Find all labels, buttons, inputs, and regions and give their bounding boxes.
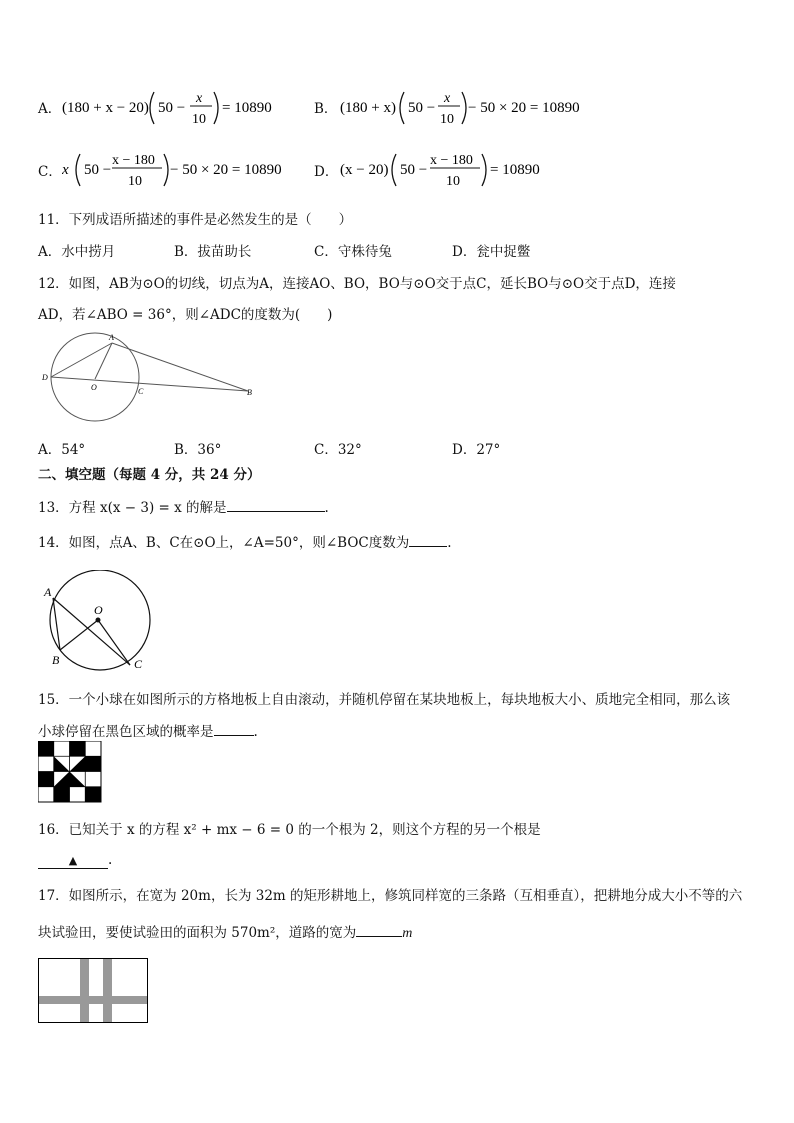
q12-stem-line1: 12．如图，AB为⊙O的切线，切点为A，连接AO、BO，BO与⊙O交于点C，延长BO与⊙O交于点D，连接	[38, 276, 676, 292]
q13-answer-blank[interactable]	[227, 497, 325, 512]
formula-denominator: 10	[192, 112, 206, 127]
q10-option-c-expression	[62, 148, 302, 196]
q12-label-b: B	[247, 388, 252, 397]
q16-stem: 16．已知关于 x 的方程 x² + mx − 6 = 0 的一个根为 2，则这个方程的另一个根是	[38, 822, 541, 838]
q13-line	[38, 496, 329, 516]
q12-option-b: B．36°	[174, 442, 222, 458]
formula-numerator: x	[196, 91, 203, 106]
q10-option-d-label: D．	[314, 164, 339, 180]
q14-label-a: A	[44, 585, 52, 599]
q10-option-d-formula	[340, 148, 580, 192]
q14-line	[38, 531, 452, 551]
q15-line2	[38, 720, 258, 740]
q15-figure-tile-grid	[38, 741, 102, 803]
q16-answer-blank[interactable]	[38, 854, 108, 869]
q10-option-a-label: A．	[38, 101, 62, 117]
formula-left: (x − 20)	[340, 162, 389, 178]
formula-denominator: 10	[446, 174, 460, 189]
q15-answer-blank[interactable]	[214, 721, 254, 736]
q10-option-a-expression	[62, 86, 292, 134]
formula-rhs: = 10890	[490, 162, 540, 178]
q10-option-a-formula	[62, 86, 292, 130]
formula-numerator: x − 180	[430, 153, 473, 168]
q10-option-b-expression	[340, 86, 600, 134]
q15-stem-line2: 小球停留在黑色区域的概率是	[38, 724, 214, 740]
q17-unit: m	[402, 926, 413, 941]
q15-stem-line1: 15．一个小球在如图所示的方格地板上自由滚动，并随机停留在某块地板上，每块地板大小、质地完全相同，那么该	[38, 692, 731, 708]
q17-line2	[38, 921, 412, 942]
q11-option-c: C．守株待兔	[314, 244, 392, 260]
formula-paren-pre: 50 −	[158, 100, 186, 116]
q14-stem: 14．如图，点A、B、C在⊙O上，∠A=50°，则∠BOC度数为	[38, 535, 410, 551]
q15-period: .	[253, 724, 258, 740]
q12-option-a: A．54°	[38, 442, 86, 458]
formula-rhs: − 50 × 20 = 10890	[170, 162, 282, 178]
q12-label-o: O	[91, 383, 97, 392]
q13-stem: 13．方程 x(x − 3) = x 的解是	[38, 500, 227, 516]
q12-label-a: A	[109, 333, 114, 342]
formula-numerator: x	[444, 91, 451, 106]
q14-answer-blank[interactable]	[409, 532, 447, 547]
q13-period: .	[324, 500, 329, 516]
q17-figure-field-roads	[38, 958, 150, 1024]
formula-paren-pre: 50 −	[84, 162, 112, 178]
formula-rhs: − 50 × 20 = 10890	[468, 100, 580, 116]
formula-paren-pre: 50 −	[400, 162, 428, 178]
q11-option-a: A．水中捞月	[38, 244, 116, 260]
q11-option-d: D．瓮中捉鳖	[452, 244, 531, 260]
q16-answer-line	[38, 852, 112, 869]
q10-option-d-expression	[340, 148, 580, 196]
section-fill-in-heading: 二、填空题（每题 4 分，共 24 分）	[38, 467, 261, 483]
q16-marker: ▲	[68, 854, 78, 867]
formula-denominator: 10	[128, 174, 142, 189]
formula-denominator: 10	[440, 112, 454, 127]
q10-option-c-label: C．	[38, 164, 62, 180]
q17-stem-line2: 块试验田，要使试验田的面积为 570m²，道路的宽为	[38, 925, 357, 941]
q14-label-c: C	[134, 657, 143, 671]
q17-answer-blank[interactable]	[356, 922, 402, 937]
formula-left: (180 + x)	[340, 100, 396, 116]
formula-rhs: = 10890	[222, 100, 272, 116]
q12-stem-line2: AD，若∠ABO = 36°，则∠ADC的度数为( )	[38, 307, 333, 323]
q14-label-b: B	[52, 653, 60, 667]
q12-label-d: D	[42, 373, 48, 382]
formula-paren-pre: 50 −	[408, 100, 436, 116]
q12-option-c: C．32°	[314, 442, 362, 458]
q12-option-d: D．27°	[452, 442, 501, 458]
formula-left: (180 + x − 20)	[62, 100, 149, 116]
q14-label-o: O	[94, 603, 103, 617]
q11-stem: 11．下列成语所描述的事件是必然发生的是（ ）	[38, 212, 353, 228]
formula-left: x	[62, 162, 69, 178]
q10-option-b-label: B．	[314, 101, 338, 117]
q16-period: .	[108, 852, 113, 868]
q14-period: .	[447, 535, 452, 551]
q10-option-b-formula	[340, 86, 600, 130]
formula-numerator: x − 180	[112, 153, 155, 168]
q11-option-b: B．拔苗助长	[174, 244, 252, 260]
q14-figure-circle	[40, 570, 160, 672]
q12-figure-circle-tangent	[36, 330, 266, 428]
q12-label-c: C	[138, 387, 144, 396]
q17-stem-line1: 17．如图所示，在宽为 20m，长为 32m 的矩形耕地上，修筑同样宽的三条路（互相垂直），把耕地分成大小不等的六	[38, 888, 743, 904]
q10-option-c-formula	[62, 148, 302, 192]
